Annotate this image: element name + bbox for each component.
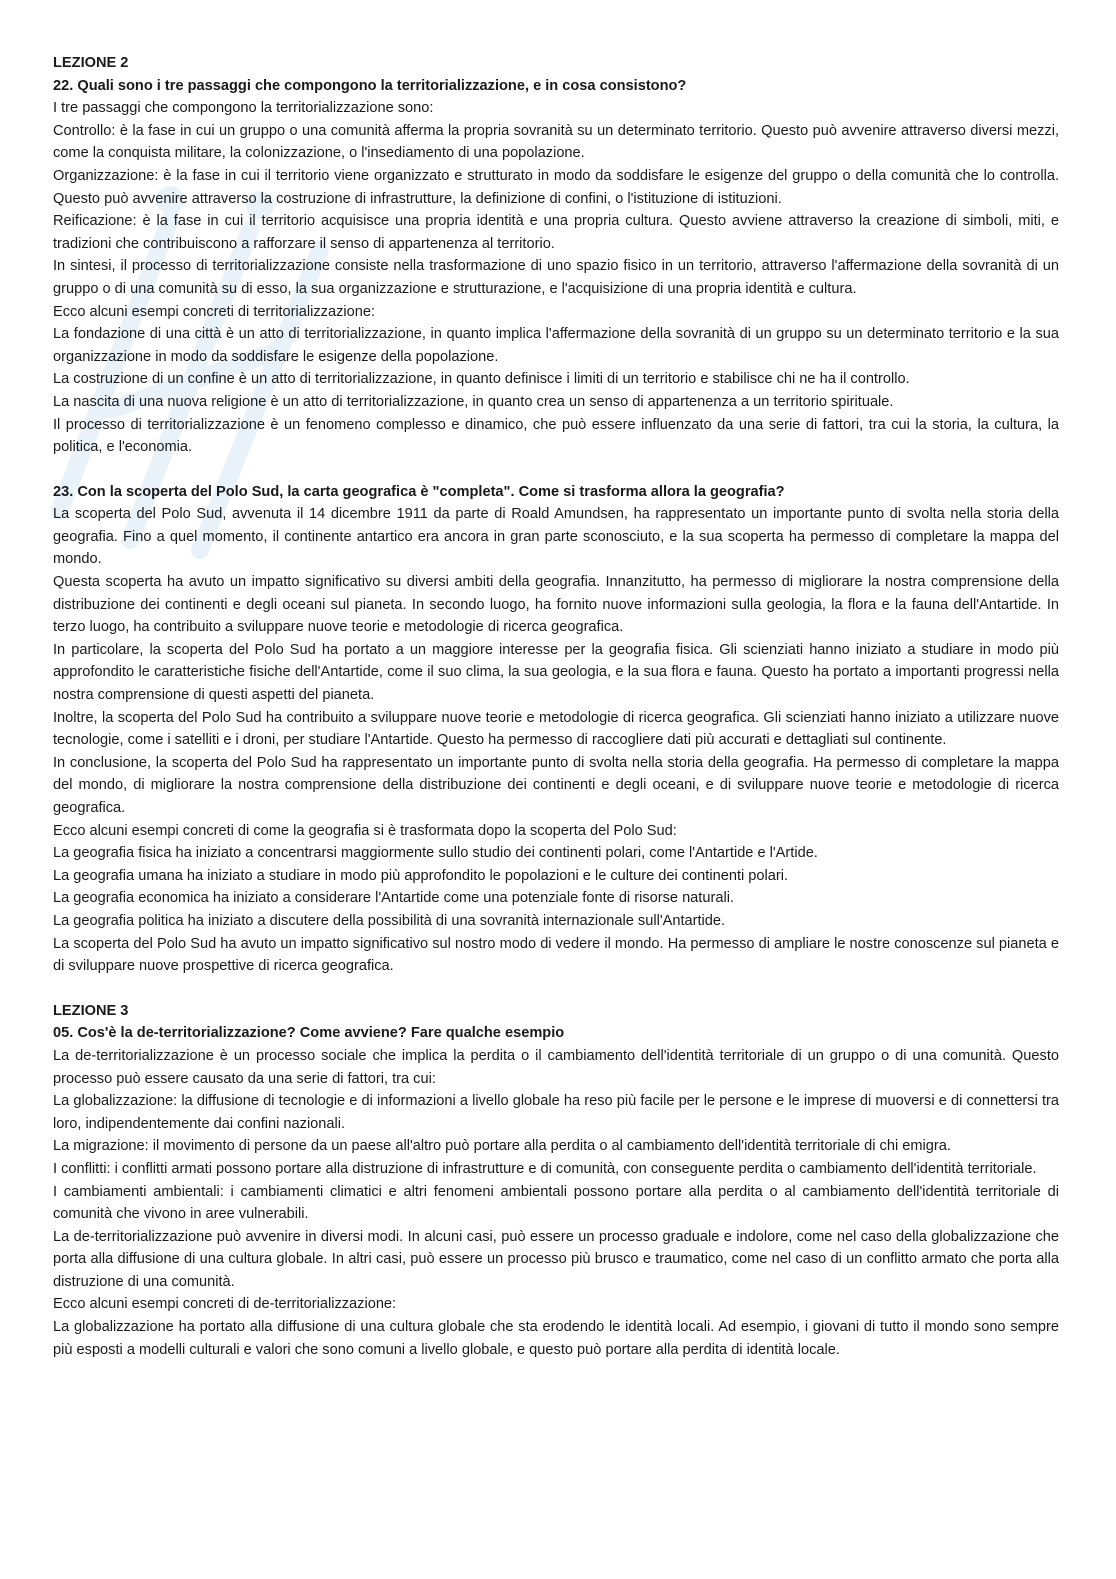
paragraph: I cambiamenti ambientali: i cambiamenti climatici e altri fenomeni ambientali possono portare alla perdita o al cambiamento dell'identità territoriale di comunità che vivono in aree vulnerabili. bbox=[53, 1183, 1059, 1223]
paragraph: La de-territorializzazione può avvenire in diversi modi. In alcuni casi, può essere un processo graduale e indolore, come nel caso della globalizzazione che porta alla diffusione di una cultura globale. In altri casi, può essere un processo più brusco e traumatico, come nel caso di un conflitto armato che porta alla distruzione di una comunità. bbox=[53, 1228, 1059, 1290]
paragraph: La globalizzazione ha portato alla diffusione di una cultura globale che sta erodendo le identità locali. Ad esempio, i giovani di tutto il mondo sono sempre più esposti a modelli culturali e valori che sono comuni a livello globale, e questo può portare alla perdita di identità locale. bbox=[53, 1319, 1059, 1358]
section-question-23 bbox=[53, 481, 1059, 978]
paragraph: La fondazione di una città è un atto di territorializzazione, in quanto implica l'affermazione della sovranità di un gruppo su un determinato territorio e la sua organizzazione in modo da soddisfare le esigenze della popolazione. bbox=[53, 326, 1059, 365]
section-lezione-3 bbox=[53, 1000, 1059, 1362]
paragraph: Questa scoperta ha avuto un impatto significativo su diversi ambiti della geografia. Innanzitutto, ha permesso di migliorare la nostra comprensione della distribuzione dei continenti e degli oceani sul pianeta. In secondo luogo, ha fornito nuove informazioni sulla geologia, la flora e la fauna dell'Antartide. In terzo luogo, ha contribuito a sviluppare nuove teorie e metodologie di ricerca geografica. bbox=[53, 574, 1059, 636]
paragraph: La scoperta del Polo Sud, avvenuta il 14 dicembre 1911 da parte di Roald Amundsen, ha rappresentato un importante punto di svolta nella storia della geografia. Fino a quel momento, il continente antartico era ancora in gran parte sconosciuto, e la sua scoperta ha permesso di completare la mappa del mondo. bbox=[53, 506, 1059, 568]
paragraph: La geografia politica ha iniziato a discutere della possibilità di una sovranità internazionale sull'Antartide. bbox=[53, 912, 726, 929]
paragraph: La costruzione di un confine è un atto di territorializzazione, in quanto definisce i limiti di un territorio e stabilisce chi ne ha il controllo. bbox=[53, 371, 910, 388]
question-heading: 22. Quali sono i tre passaggi che compongono la territorializzazione, e in cosa consistono? bbox=[53, 77, 687, 94]
question-heading: 23. Con la scoperta del Polo Sud, la carta geografica è "completa". Come si trasforma allora la geografia? bbox=[53, 483, 785, 500]
paragraph: Ecco alcuni esempi concreti di territorializzazione: bbox=[53, 303, 376, 320]
paragraph: La geografia umana ha iniziato a studiare in modo più approfondito le popolazioni e le culture dei continenti polari. bbox=[53, 867, 789, 884]
paragraph: La nascita di una nuova religione è un atto di territorializzazione, in quanto crea un senso di appartenenza a un territorio spirituale. bbox=[53, 393, 894, 410]
paragraph: Ecco alcuni esempi concreti di come la geografia si è trasformata dopo la scoperta del Polo Sud: bbox=[53, 822, 677, 839]
paragraph: In sintesi, il processo di territorializzazione consiste nella trasformazione di uno spazio fisico in un territorio, attraverso l'affermazione della sovranità di un gruppo o di una comunità su di esso, la sua organizzazione e strutturazione, e l'acquisizione di una propria identità e cultura. bbox=[53, 258, 1059, 297]
paragraph: La geografia economica ha iniziato a considerare l'Antartide come una potenziale fonte di risorse naturali. bbox=[53, 890, 734, 907]
paragraph: Il processo di territorializzazione è un fenomeno complesso e dinamico, che può essere influenzato da una serie di fattori, tra cui la storia, la cultura, la politica, e l'economia. bbox=[53, 416, 1059, 456]
paragraph: La globalizzazione: la diffusione di tecnologie e di informazioni a livello globale ha reso più facile per le persone e le imprese di muoversi e di connettersi tra loro, indipendentemente dai confini nazionali. bbox=[53, 1093, 1059, 1132]
paragraph: La migrazione: il movimento di persone da un paese all'altro può portare alla perdita o al cambiamento dell'identità territoriale di chi emigra. bbox=[53, 1138, 951, 1155]
question-heading: 05. Cos'è la de-territorializzazione? Come avviene? Fare qualche esempio bbox=[53, 1025, 565, 1042]
section-lezione-2 bbox=[53, 52, 1059, 459]
lesson-heading: LEZIONE 3 bbox=[53, 1002, 129, 1019]
lesson-heading: LEZIONE 2 bbox=[53, 55, 129, 71]
paragraph: Inoltre, la scoperta del Polo Sud ha contribuito a sviluppare nuove teorie e metodologie di ricerca geografica. Gli scienziati hanno iniziato a utilizzare nuove tecnologie, come i satelliti e i droni, per studiare l'Antartide. Questo ha permesso di raccogliere dati più accurati e dettagliati sul continente. bbox=[53, 709, 1059, 749]
paragraph: La scoperta del Polo Sud ha avuto un impatto significativo sul nostro modo di vedere il mondo. Ha permesso di ampliare le nostre conoscenze sul pianeta e di sviluppare nuove prospettive di ricerca geografica. bbox=[53, 935, 1059, 975]
paragraph: I tre passaggi che compongono la territorializzazione sono: bbox=[53, 100, 434, 117]
paragraph: Reificazione: è la fase in cui il territorio acquisisce una propria identità e una propria cultura. Questo avviene attraverso la creazione di simboli, miti, e tradizioni che contribuiscono a rafforzare il senso di appartenenza al territorio. bbox=[53, 213, 1059, 252]
paragraph: Organizzazione: è la fase in cui il territorio viene organizzato e strutturato in modo da soddisfare le esigenze del gruppo o della comunità che lo controlla. Questo può avvenire attraverso la costruzione di infrastrutture, la definizione di confini, o l'istituzione di istituzioni. bbox=[53, 167, 1059, 207]
paragraph: La geografia fisica ha iniziato a concentrarsi maggiormente sullo studio dei continenti polari, come l'Antartide e l'Artide. bbox=[53, 845, 818, 862]
paragraph: Controllo: è la fase in cui un gruppo o una comunità afferma la propria sovranità su un determinato territorio. Questo può avvenire attraverso diversi mezzi, come la conquista militare, la colonizzazione, o l'insediamento di una popolazione. bbox=[53, 122, 1059, 162]
paragraph: Ecco alcuni esempi concreti di de-territorializzazione: bbox=[53, 1296, 397, 1313]
paragraph: La de-territorializzazione è un processo sociale che implica la perdita o il cambiamento dell'identità territoriale di un gruppo o di una comunità. Questo processo può essere causato da una serie di fattori, tra cui: bbox=[53, 1047, 1059, 1087]
document-page bbox=[53, 52, 1059, 1361]
paragraph: In conclusione, la scoperta del Polo Sud ha rappresentato un importante punto di svolta nella storia della geografia. Ha permesso di completare la mappa del mondo, di migliorare la nostra comprensione della distribuzione dei continenti e degli oceani, e di sviluppare nuove teorie e metodologie di ricerca geografica. bbox=[53, 754, 1059, 816]
paragraph: In particolare, la scoperta del Polo Sud ha portato a un maggiore interesse per la geografia fisica. Gli scienziati hanno iniziato a studiare in modo più approfondito le caratteristiche fisiche dell'Antartide, come il suo clima, la sua geologia, e la sua flora e fauna. Questo ha portato a importanti progressi nella nostra comprensione di questi aspetti del pianeta. bbox=[53, 641, 1059, 704]
paragraph: I conflitti: i conflitti armati possono portare alla distruzione di infrastrutture e di comunità, con conseguente perdita o cambiamento dell'identità territoriale. bbox=[53, 1160, 1037, 1177]
